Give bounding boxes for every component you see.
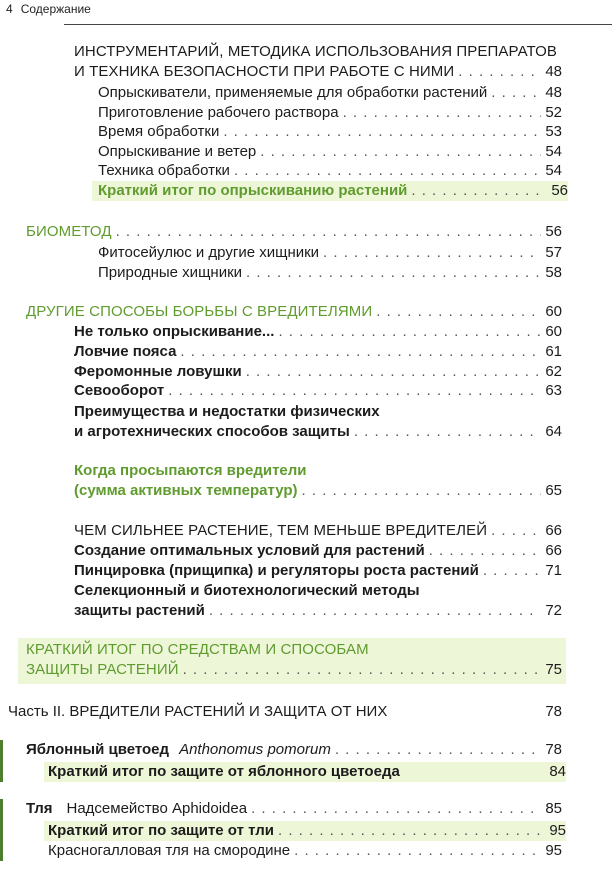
toc-label: Красногалловая тля на смородине xyxy=(48,842,291,859)
toc-page: 62 xyxy=(545,363,562,380)
toc-page: 60 xyxy=(545,323,562,340)
latin-genus: Anthonomus xyxy=(179,741,264,758)
toc-label: Опрыскивание и ветер xyxy=(98,143,257,160)
toc-label: Создание оптимальных условий для растений xyxy=(74,542,425,559)
toc-label: Не только опрыскивание... xyxy=(74,323,275,340)
toc-label: И ТЕХНИКА БЕЗОПАСНОСТИ ПРИ РАБОТЕ С НИМИ xyxy=(74,63,455,80)
leader-dots xyxy=(411,181,547,201)
toc-entry-biomethod[interactable] xyxy=(26,222,562,242)
leader-dots xyxy=(116,222,542,242)
toc-entry[interactable] xyxy=(98,83,562,103)
toc-label: Тля xyxy=(26,800,53,817)
toc-page: 54 xyxy=(545,162,562,179)
toc-entry-instr[interactable] xyxy=(74,62,562,82)
toc-page: 72 xyxy=(545,602,562,619)
toc-page: 57 xyxy=(545,244,562,261)
leader-dots xyxy=(223,122,541,142)
toc-page: 48 xyxy=(545,84,562,101)
toc-page: 53 xyxy=(545,123,562,140)
toc-entry-aphid-summary[interactable] xyxy=(44,821,566,841)
toc-label: Природные хищники xyxy=(98,264,243,281)
toc-label: защиты растений xyxy=(74,602,205,619)
leader-dots xyxy=(294,841,541,861)
toc-page: 52 xyxy=(545,104,562,121)
toc-label: Техника обработки xyxy=(98,162,230,179)
leader-dots xyxy=(246,263,541,283)
toc-label-selection-line1: Селекционный и биотехнологический методы xyxy=(74,582,420,599)
toc-label-advantages-line1: Преимущества и недостатки физических xyxy=(74,403,380,420)
toc-entry[interactable] xyxy=(98,243,562,263)
toc-label: Ловчие пояса xyxy=(74,343,177,360)
toc-label: ЗАЩИТЫ РАСТЕНИЙ xyxy=(26,661,179,678)
leader-dots xyxy=(335,740,541,760)
toc-label-when-line1: Когда просыпаются вредители xyxy=(74,462,307,479)
leader-dots xyxy=(251,799,541,819)
toc-entry-selection[interactable] xyxy=(74,601,562,621)
toc-page: 56 xyxy=(545,223,562,240)
toc-entry[interactable] xyxy=(98,263,562,283)
toc-page: 48 xyxy=(545,63,562,80)
toc-label: Фитосейулюс и другие хищники xyxy=(98,244,320,261)
leader-dots xyxy=(183,660,542,680)
section-title-instr-line1: ИНСТРУМЕНТАРИЙ, МЕТОДИКА ИСПОЛЬЗОВАНИЯ ПРЕПАРАТОВ xyxy=(74,43,557,60)
leader-dots xyxy=(278,821,545,841)
toc-label: Опрыскиватели, применяемые для обработки растений xyxy=(98,84,488,101)
toc-entry-when-pests-wake[interactable] xyxy=(74,481,562,501)
toc-label: Севооборот xyxy=(74,382,165,399)
leader-dots xyxy=(278,322,541,342)
leader-dots xyxy=(343,103,542,123)
latin-name xyxy=(179,740,331,760)
toc-label: Феромонные ловушки xyxy=(74,363,242,380)
family-name: Надсемейство Aphidoidea xyxy=(66,800,248,817)
header-rule xyxy=(64,24,612,25)
toc-page: 63 xyxy=(545,382,562,399)
toc-entry[interactable] xyxy=(74,541,562,561)
toc-page: 95 xyxy=(549,822,566,839)
leader-dots xyxy=(260,142,541,162)
toc-label: Часть II. ВРЕДИТЕЛИ РАСТЕНИЙ И ЗАЩИТА ОТ НИХ xyxy=(8,703,388,720)
toc-page: 66 xyxy=(545,542,562,559)
leader-dots xyxy=(429,541,542,561)
leader-dots xyxy=(483,561,541,581)
toc-page: 58 xyxy=(545,264,562,281)
toc-page: 95 xyxy=(545,842,562,859)
leader-dots xyxy=(354,422,542,442)
leader-dots xyxy=(246,362,542,382)
toc-entry-apple-weevil[interactable] xyxy=(26,740,562,760)
toc-entry-apple-summary[interactable] xyxy=(44,762,566,782)
toc-label: Приготовление рабочего раствора xyxy=(98,104,339,121)
leader-dots xyxy=(302,481,542,501)
toc-label: (сумма активных температур) xyxy=(74,482,298,499)
toc-page: 56 xyxy=(551,182,568,199)
toc-label: Яблонный цветоед xyxy=(26,741,170,758)
page-header xyxy=(6,2,91,16)
toc-label: и агротехнических способов защиты xyxy=(74,423,350,440)
header-title: Содержание xyxy=(20,2,91,16)
toc-label: Краткий итог по защите от тли xyxy=(48,822,274,839)
toc-entry[interactable] xyxy=(98,122,562,142)
toc-label: ДРУГИЕ СПОСОБЫ БОРЬБЫ С ВРЕДИТЕЛЯМИ xyxy=(26,303,373,320)
toc-entry[interactable] xyxy=(74,342,562,362)
toc-page: 78 xyxy=(545,703,562,720)
toc-page: 65 xyxy=(545,482,562,499)
leader-dots xyxy=(168,381,541,401)
toc-entry-aphid[interactable] xyxy=(26,799,562,819)
toc-entry-red-gall-aphid[interactable] xyxy=(48,841,562,861)
leader-dots xyxy=(491,521,541,541)
leader-dots xyxy=(458,62,541,82)
toc-page: 66 xyxy=(545,522,562,539)
toc-page: 64 xyxy=(545,423,562,440)
toc-entry[interactable] xyxy=(74,322,562,342)
toc-label: ЧЕМ СИЛЬНЕЕ РАСТЕНИЕ, ТЕМ МЕНЬШЕ ВРЕДИТЕЛЕЙ xyxy=(74,522,488,539)
toc-entry-other-methods[interactable] xyxy=(26,302,562,322)
toc-entry[interactable] xyxy=(74,381,562,401)
toc-label: Краткий итог по опрыскиванию растений xyxy=(98,182,408,199)
toc-entry[interactable] xyxy=(74,561,562,581)
leader-dots xyxy=(376,302,541,322)
toc-page: 78 xyxy=(545,741,562,758)
section-accent-bar xyxy=(0,740,3,782)
toc-entry[interactable] xyxy=(98,103,562,123)
toc-entry[interactable] xyxy=(98,142,562,162)
toc-entry[interactable] xyxy=(98,161,562,181)
toc-page: 75 xyxy=(545,661,562,678)
toc-entry-summary-means[interactable] xyxy=(26,660,562,680)
toc-label: Пинцировка (прищипка) и регуляторы роста растений xyxy=(74,562,479,579)
toc-label: Время обработки xyxy=(98,123,220,140)
toc-page: 71 xyxy=(545,562,562,579)
leader-dots xyxy=(234,161,541,181)
leader-dots xyxy=(180,342,541,362)
toc-entry-stronger-plant[interactable] xyxy=(74,521,562,541)
page-number: 4 xyxy=(6,2,13,16)
toc-page: 85 xyxy=(545,800,562,817)
toc-label-summary-line1: КРАТКИЙ ИТОГ ПО СРЕДСТВАМ И СПОСОБАМ xyxy=(26,641,369,658)
toc-page: 60 xyxy=(545,303,562,320)
latin-species: pomorum xyxy=(267,741,331,758)
toc-page: 54 xyxy=(545,143,562,160)
leader-dots xyxy=(209,601,541,621)
leader-dots xyxy=(323,243,541,263)
leader-dots xyxy=(491,83,541,103)
toc-entry-summary-spraying[interactable] xyxy=(92,181,568,201)
section-accent-bar xyxy=(0,799,3,861)
toc-label: Краткий итог по защите от яблонного цветоеда xyxy=(48,763,400,780)
toc-label: БИОМЕТОД xyxy=(26,223,112,240)
toc-page: 84 xyxy=(549,763,566,780)
toc-page: 61 xyxy=(545,343,562,360)
toc-entry-part2[interactable] xyxy=(8,702,562,722)
toc-entry-advantages[interactable] xyxy=(74,422,562,442)
toc-entry[interactable] xyxy=(74,362,562,382)
